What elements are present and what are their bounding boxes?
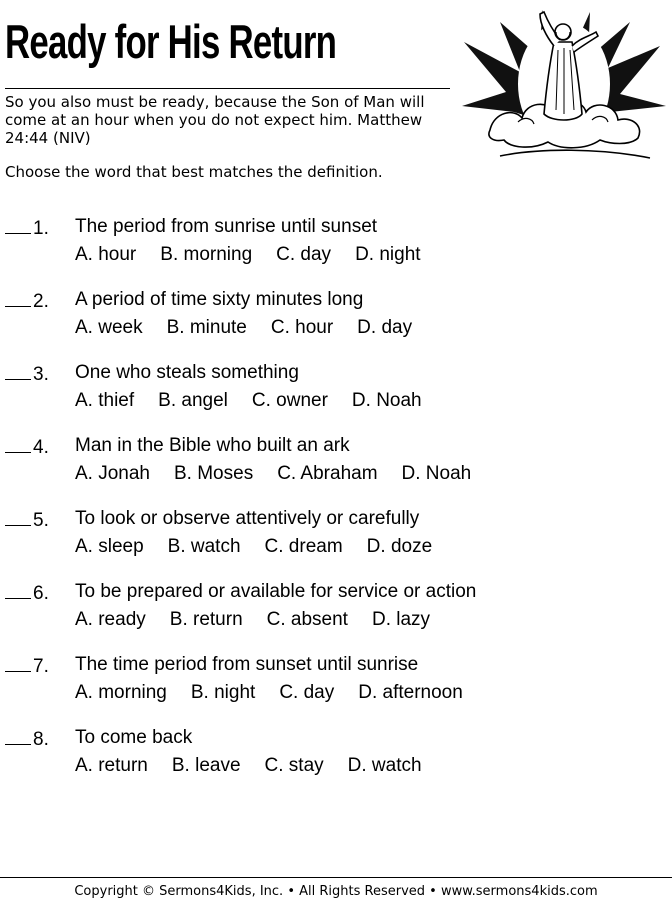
option: B. minute [166, 317, 247, 338]
option: C. owner [251, 390, 328, 411]
footer-divider [0, 877, 672, 878]
option: A. sleep [75, 536, 144, 557]
question-item [5, 505, 645, 578]
option: D. night [355, 244, 421, 265]
question-text: Man in the Bible who built an ark [75, 435, 350, 456]
answer-blank[interactable]: 1. [5, 213, 49, 243]
option: A. Jonah [75, 463, 150, 484]
question-text: The period from sunrise until sunset [75, 216, 378, 237]
option: A. hour [75, 244, 137, 265]
option: C. Abraham [277, 463, 378, 484]
question-text: To be prepared or available for service or action [75, 581, 477, 602]
answer-blank[interactable]: 8. [5, 724, 49, 754]
instructions: Choose the word that best matches the definition. [5, 163, 383, 181]
option: D. day [357, 317, 413, 338]
option: C. day [279, 682, 335, 703]
question-item [5, 432, 645, 505]
option: C. absent [266, 609, 348, 630]
option: C. dream [264, 536, 343, 557]
answer-options [75, 606, 454, 634]
option: B. return [169, 609, 243, 630]
option: A. week [75, 317, 143, 338]
option: A. return [75, 755, 148, 776]
option: A. morning [75, 682, 167, 703]
bible-verse: So you also must be ready, because the Son of Man will come at an hour when you do not expect him. Matthew 24:44 (NIV) [5, 93, 425, 147]
option: D. lazy [371, 609, 431, 630]
question-item [5, 359, 645, 432]
question-text: The time period from sunset until sunrise [75, 654, 419, 675]
option: C. stay [264, 755, 324, 776]
question-text: To look or observe attentively or carefully [75, 508, 420, 529]
option: D. Noah [351, 390, 422, 411]
answer-options [75, 533, 456, 561]
option: B. Moses [174, 463, 254, 484]
worksheet-title: Ready for His Return [5, 15, 337, 68]
answer-blank[interactable]: 4. [5, 432, 49, 462]
option: B. night [190, 682, 256, 703]
question-item [5, 578, 645, 651]
jesus-returning-illustration [460, 2, 668, 160]
question-item [5, 651, 645, 724]
option: B. watch [167, 536, 241, 557]
question-item [5, 286, 645, 359]
answer-blank[interactable]: 2. [5, 286, 49, 316]
question-text: A period of time sixty minutes long [75, 289, 364, 310]
option: B. angel [158, 390, 228, 411]
answer-blank[interactable]: 6. [5, 578, 49, 608]
answer-options [75, 460, 495, 488]
option: D. afternoon [358, 682, 463, 703]
question-list [5, 213, 645, 797]
answer-blank[interactable]: 5. [5, 505, 49, 535]
option: D. Noah [401, 463, 472, 484]
title-divider [5, 88, 450, 89]
question-text: To come back [75, 727, 193, 748]
option: D. doze [366, 536, 433, 557]
option: B. leave [171, 755, 241, 776]
option: D. watch [347, 755, 422, 776]
option: C. day [276, 244, 332, 265]
question-text: One who steals something [75, 362, 299, 383]
copyright-footer: Copyright © Sermons4Kids, Inc. • All Rights Reserved • www.sermons4kids.com [74, 884, 598, 899]
answer-options [75, 752, 446, 780]
option: A. thief [75, 390, 135, 411]
answer-options [75, 679, 487, 707]
question-item [5, 213, 645, 286]
option: A. ready [75, 609, 146, 630]
answer-blank[interactable]: 7. [5, 651, 49, 681]
answer-options [75, 314, 436, 342]
answer-options [75, 387, 446, 415]
answer-options [75, 241, 445, 269]
option: B. morning [160, 244, 253, 265]
answer-blank[interactable]: 3. [5, 359, 49, 389]
question-item [5, 724, 645, 797]
option: C. hour [270, 317, 334, 338]
